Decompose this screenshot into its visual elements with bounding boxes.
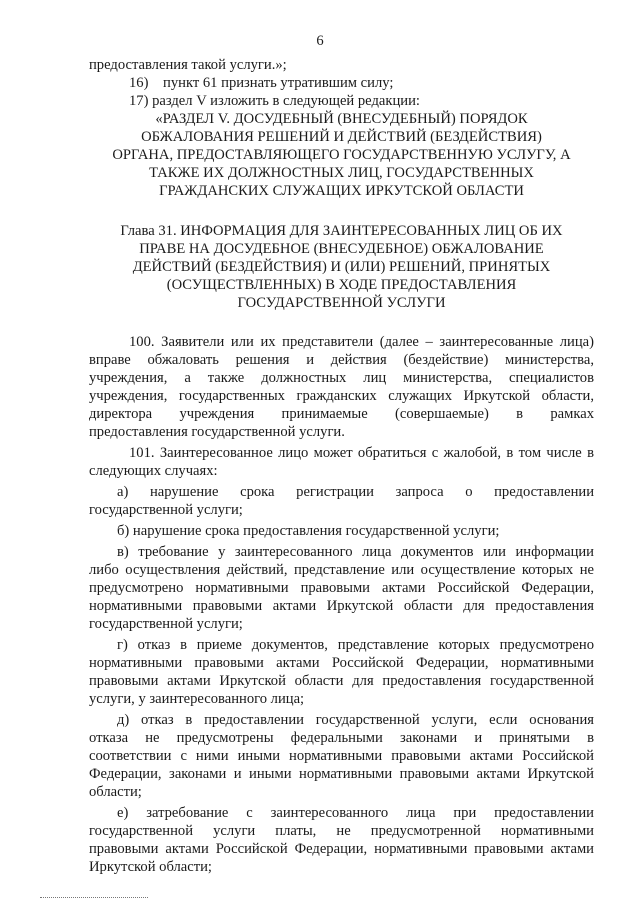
item-e	[89, 804, 594, 876]
paragraph-line: вправе обжаловать решения и действия (бездействие) министерства,	[89, 352, 594, 368]
paragraph-line: учреждения, а также должностных лиц министерства, специалистов	[89, 370, 594, 386]
item-line: государственной услуги платы, не предусмотренной нормативными	[89, 823, 594, 839]
item-line: е) затребование с заинтересованного лица при предоставлении	[117, 805, 594, 821]
item-line: д) отказ в предоставлении государственной услуги, если основания	[117, 712, 594, 728]
chapter-title-line: ДЕЙСТВИЙ (БЕЗДЕЙСТВИЯ) И (ИЛИ) РЕШЕНИЙ, ПРИНЯТЫХ	[132, 259, 551, 275]
item-line: предусмотрено нормативными правовыми актами Российской Федерации,	[89, 580, 594, 596]
paragraph-line: следующих случаях:	[89, 463, 218, 479]
item-a	[89, 483, 594, 519]
section-title-line: ГРАЖДАНСКИХ СЛУЖАЩИХ ИРКУТСКОЙ ОБЛАСТИ	[159, 183, 524, 199]
item-d	[89, 711, 594, 801]
item-line: Федерации, законами и иными нормативными правовыми актами Иркутской	[89, 766, 594, 782]
chapter-title	[89, 222, 594, 312]
item-b	[89, 522, 594, 540]
paragraph-101	[89, 444, 594, 480]
item-line: области;	[89, 784, 142, 800]
item-g	[89, 636, 594, 708]
paragraph-line: предоставления государственной услуги.	[89, 424, 345, 440]
item-line: нормативными правовыми актами Иркутской области для предоставления	[89, 598, 594, 614]
section-title-line: ТАКЖЕ ИХ ДОЛЖНОСТНЫХ ЛИЦ, ГОСУДАРСТВЕННЫХ	[149, 165, 534, 181]
item-17: 17) раздел V изложить в следующей редакции:	[129, 93, 420, 109]
chapter-title-line: (ОСУЩЕСТВЛЕННЫХ) В ХОДЕ ПРЕДОСТАВЛЕНИЯ	[166, 277, 517, 293]
chapter-title-line: ГОСУДАРСТВЕННОЙ УСЛУГИ	[237, 295, 446, 311]
chapter-title-line: ПРАВЕ НА ДОСУДЕБНОЕ (ВНЕСУДЕБНОЕ) ОБЖАЛОВАНИЕ	[139, 241, 544, 257]
item-line: б) нарушение срока предоставления государственной услуги;	[117, 523, 500, 539]
item-line: правовыми актами Иркутской области для предоставления государственной	[89, 673, 594, 689]
page-number: 6	[316, 33, 324, 49]
paragraph-line: 100. Заявители или их представители (далее – заинтересованные лица)	[129, 334, 594, 350]
footer-divider	[40, 897, 148, 898]
paragraph-line: 101. Заинтересованное лицо может обратиться с жалобой, в том числе в	[129, 445, 594, 461]
chapter-title-line: Глава 31. ИНФОРМАЦИЯ ДЛЯ ЗАИНТЕРЕСОВАННЫХ ЛИЦ ОБ ИХ	[120, 223, 563, 239]
section-title	[89, 110, 594, 200]
section-title-line: ОРГАНА, ПРЕДОСТАВЛЯЮЩЕГО ГОСУДАРСТВЕННУЮ УСЛУГУ, А	[112, 147, 571, 163]
item-line: отказа не предусмотрены федеральными законами и принятыми в	[89, 730, 594, 746]
section-title-line: ОБЖАЛОВАНИЯ РЕШЕНИЙ И ДЕЙСТВИЙ (БЕЗДЕЙСТВИЯ)	[141, 129, 542, 145]
item-line: либо осуществления действий, представление или осуществление которых не	[89, 562, 594, 578]
item-line: Иркутской области;	[89, 859, 212, 875]
intro-line: предоставления такой услуги.»;	[89, 57, 287, 73]
paragraph-line: директора учреждения принимаемые (совершаемые) в рамках	[89, 406, 594, 422]
item-line: нормативными правовыми актами Российской Федерации, нормативными	[89, 655, 594, 671]
item-line: правовыми актами Российской Федерации, нормативными правовыми актами	[89, 841, 594, 857]
paragraph-100	[89, 333, 594, 441]
item-line: услуги, у заинтересованного лица;	[89, 691, 305, 707]
section-title-line: «РАЗДЕЛ V. ДОСУДЕБНЫЙ (ВНЕСУДЕБНЫЙ) ПОРЯДОК	[155, 111, 528, 127]
item-line: соответствии с ними иными нормативными правовыми актами Российской	[89, 748, 594, 764]
item-line: в) требование у заинтересованного лица документов или информации	[117, 544, 594, 560]
item-v	[89, 543, 594, 633]
item-line: г) отказ в приеме документов, представление которых предусмотрено	[117, 637, 594, 653]
item-line: а) нарушение срока регистрации запроса о предоставлении	[117, 484, 594, 500]
item-line: государственной услуги;	[89, 616, 243, 632]
document-body	[89, 56, 594, 876]
paragraph-line: учреждения, государственных гражданских служащих Иркутской области,	[89, 388, 594, 404]
item-line: государственной услуги;	[89, 502, 243, 518]
item-16: 16) пункт 61 признать утратившим силу;	[129, 75, 394, 91]
